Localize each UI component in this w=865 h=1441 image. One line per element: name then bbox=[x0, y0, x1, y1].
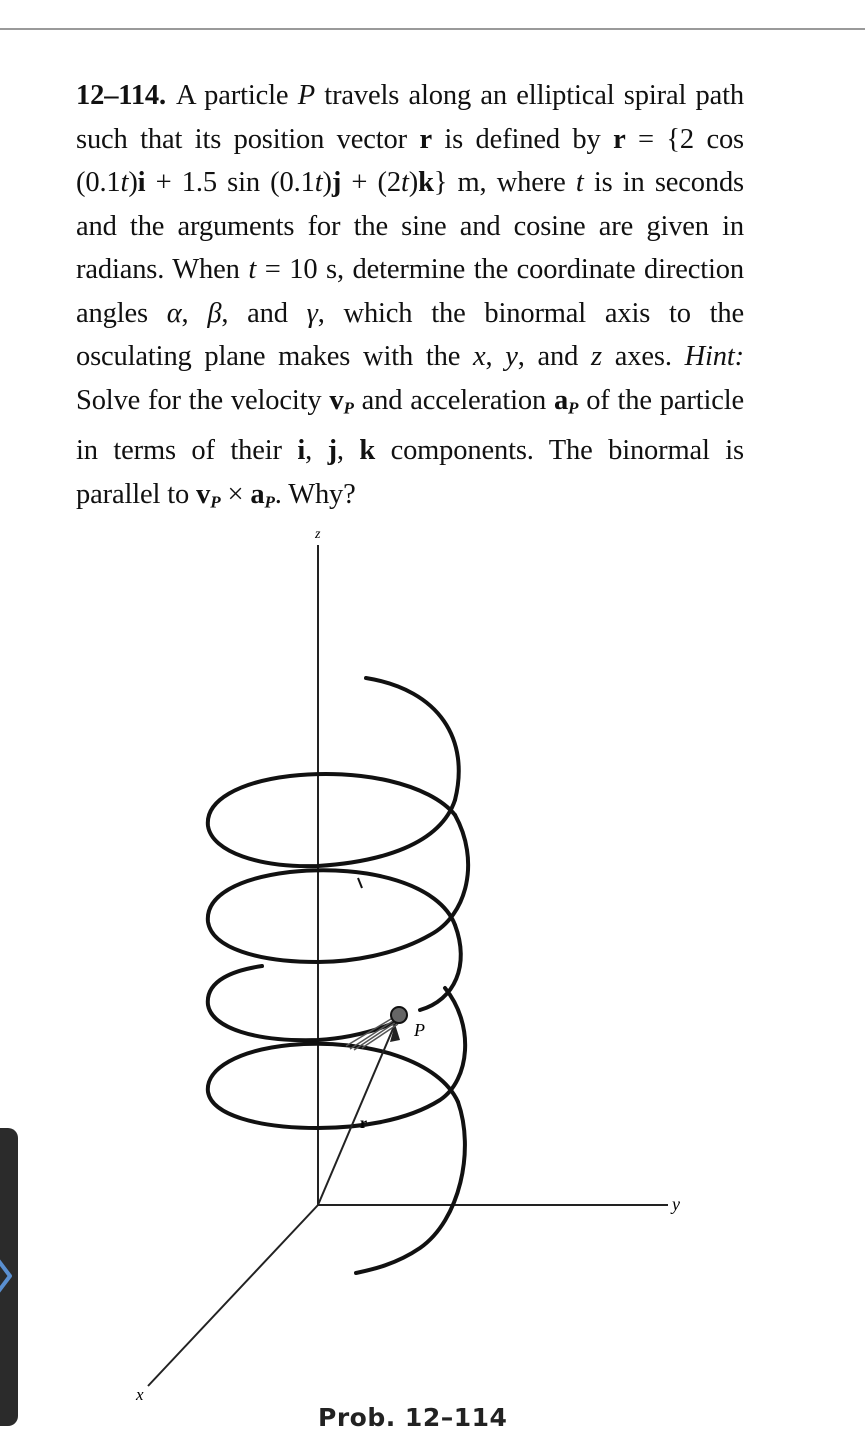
text-segment: , which the binormal axis to the osculating plane makes with the bbox=[76, 297, 745, 372]
math-symbol: z bbox=[591, 341, 602, 372]
problem-statement bbox=[76, 74, 744, 524]
vector-symbol: r bbox=[419, 123, 432, 155]
side-panel-handle[interactable] bbox=[0, 1128, 18, 1426]
text-segment: travels along an elliptical spiral path such that its position vector bbox=[76, 80, 744, 155]
x-axis bbox=[148, 1205, 318, 1386]
spiral-segment bbox=[366, 678, 459, 800]
math-symbol: t bbox=[400, 167, 409, 198]
math-symbol: α bbox=[166, 297, 182, 329]
hint-label: Hint: bbox=[684, 341, 745, 372]
text-segment: A particle bbox=[176, 80, 298, 111]
math-symbol: t bbox=[314, 167, 323, 198]
spiral-segment bbox=[208, 774, 455, 866]
spiral-segment bbox=[208, 815, 468, 962]
text-segment: is in seconds and the arguments for the sine and cosine are given in radians. When bbox=[76, 167, 744, 285]
vector-symbol: k bbox=[359, 435, 376, 467]
subscript: P bbox=[264, 492, 275, 512]
vector-symbol: i bbox=[137, 167, 146, 198]
text-segment: , and bbox=[221, 297, 307, 329]
z-axis-label: z bbox=[315, 527, 321, 542]
spiral-segment bbox=[356, 1102, 465, 1273]
vector-symbol: a bbox=[250, 478, 265, 510]
text-segment: , bbox=[305, 435, 328, 467]
subscript: P bbox=[210, 492, 221, 512]
math-symbol: y bbox=[505, 341, 518, 372]
particle-p bbox=[391, 1007, 407, 1023]
text-segment: ) bbox=[128, 167, 138, 198]
text-segment: = 10 s, determine the coordinate direction angles bbox=[76, 254, 744, 329]
text-segment: . Why? bbox=[274, 478, 356, 510]
text-segment: } m, where bbox=[433, 167, 576, 198]
top-divider bbox=[0, 28, 865, 30]
subscript: P bbox=[568, 397, 579, 417]
text-segment: , bbox=[336, 435, 360, 467]
spiral-diagram bbox=[0, 500, 865, 1420]
math-symbol: t bbox=[575, 167, 584, 198]
vector-symbol: j bbox=[331, 167, 342, 198]
text-segment: , bbox=[485, 341, 506, 372]
text-segment: = {2 cos (0.1 bbox=[76, 123, 744, 198]
text-segment: is defined by bbox=[431, 123, 614, 155]
x-axis-label: x bbox=[136, 1385, 144, 1404]
math-symbol: t bbox=[248, 254, 257, 285]
p-label: P bbox=[414, 1020, 425, 1040]
y-axis-label: y bbox=[672, 1194, 680, 1214]
text-segment: , and bbox=[517, 341, 592, 372]
text-segment: ) bbox=[408, 167, 419, 198]
elliptical-spiral bbox=[208, 678, 468, 1273]
text-segment: axes. bbox=[602, 341, 685, 372]
text-segment: and acceleration bbox=[353, 384, 554, 416]
math-symbol: x bbox=[473, 341, 486, 372]
spiral-figure bbox=[0, 500, 865, 1420]
vector-symbol: v bbox=[196, 478, 211, 510]
math-symbol: γ bbox=[306, 297, 318, 329]
text-segment: of the particle in terms of their bbox=[76, 384, 744, 467]
problem-number: 12–114. bbox=[76, 80, 167, 111]
vector-symbol: v bbox=[329, 384, 344, 416]
position-vector bbox=[318, 1024, 395, 1205]
text-segment: + 1.5 sin (0.1 bbox=[145, 167, 315, 198]
text-segment: components. The binormal is parallel to bbox=[76, 435, 744, 510]
vector-symbol: j bbox=[327, 435, 337, 467]
chevron-right-icon bbox=[0, 1256, 14, 1296]
text-segment: Solve for the velocity bbox=[76, 384, 330, 416]
text-segment: , bbox=[181, 297, 208, 329]
math-symbol: t bbox=[120, 167, 129, 198]
vector-symbol: a bbox=[553, 384, 569, 416]
r-label: r bbox=[360, 1115, 368, 1132]
figure-caption: Prob. 12–114 bbox=[318, 1403, 508, 1432]
math-symbol: P bbox=[297, 80, 315, 111]
text-segment: + (2 bbox=[341, 167, 401, 198]
vector-symbol: k bbox=[418, 167, 434, 198]
subscript: P bbox=[343, 397, 354, 417]
vector-symbol: i bbox=[297, 435, 306, 467]
vector-symbol: r bbox=[613, 123, 626, 155]
text-segment: ) bbox=[322, 167, 332, 198]
text-segment: × bbox=[220, 478, 251, 510]
math-symbol: β bbox=[207, 297, 222, 329]
spiral-tick bbox=[358, 878, 362, 888]
